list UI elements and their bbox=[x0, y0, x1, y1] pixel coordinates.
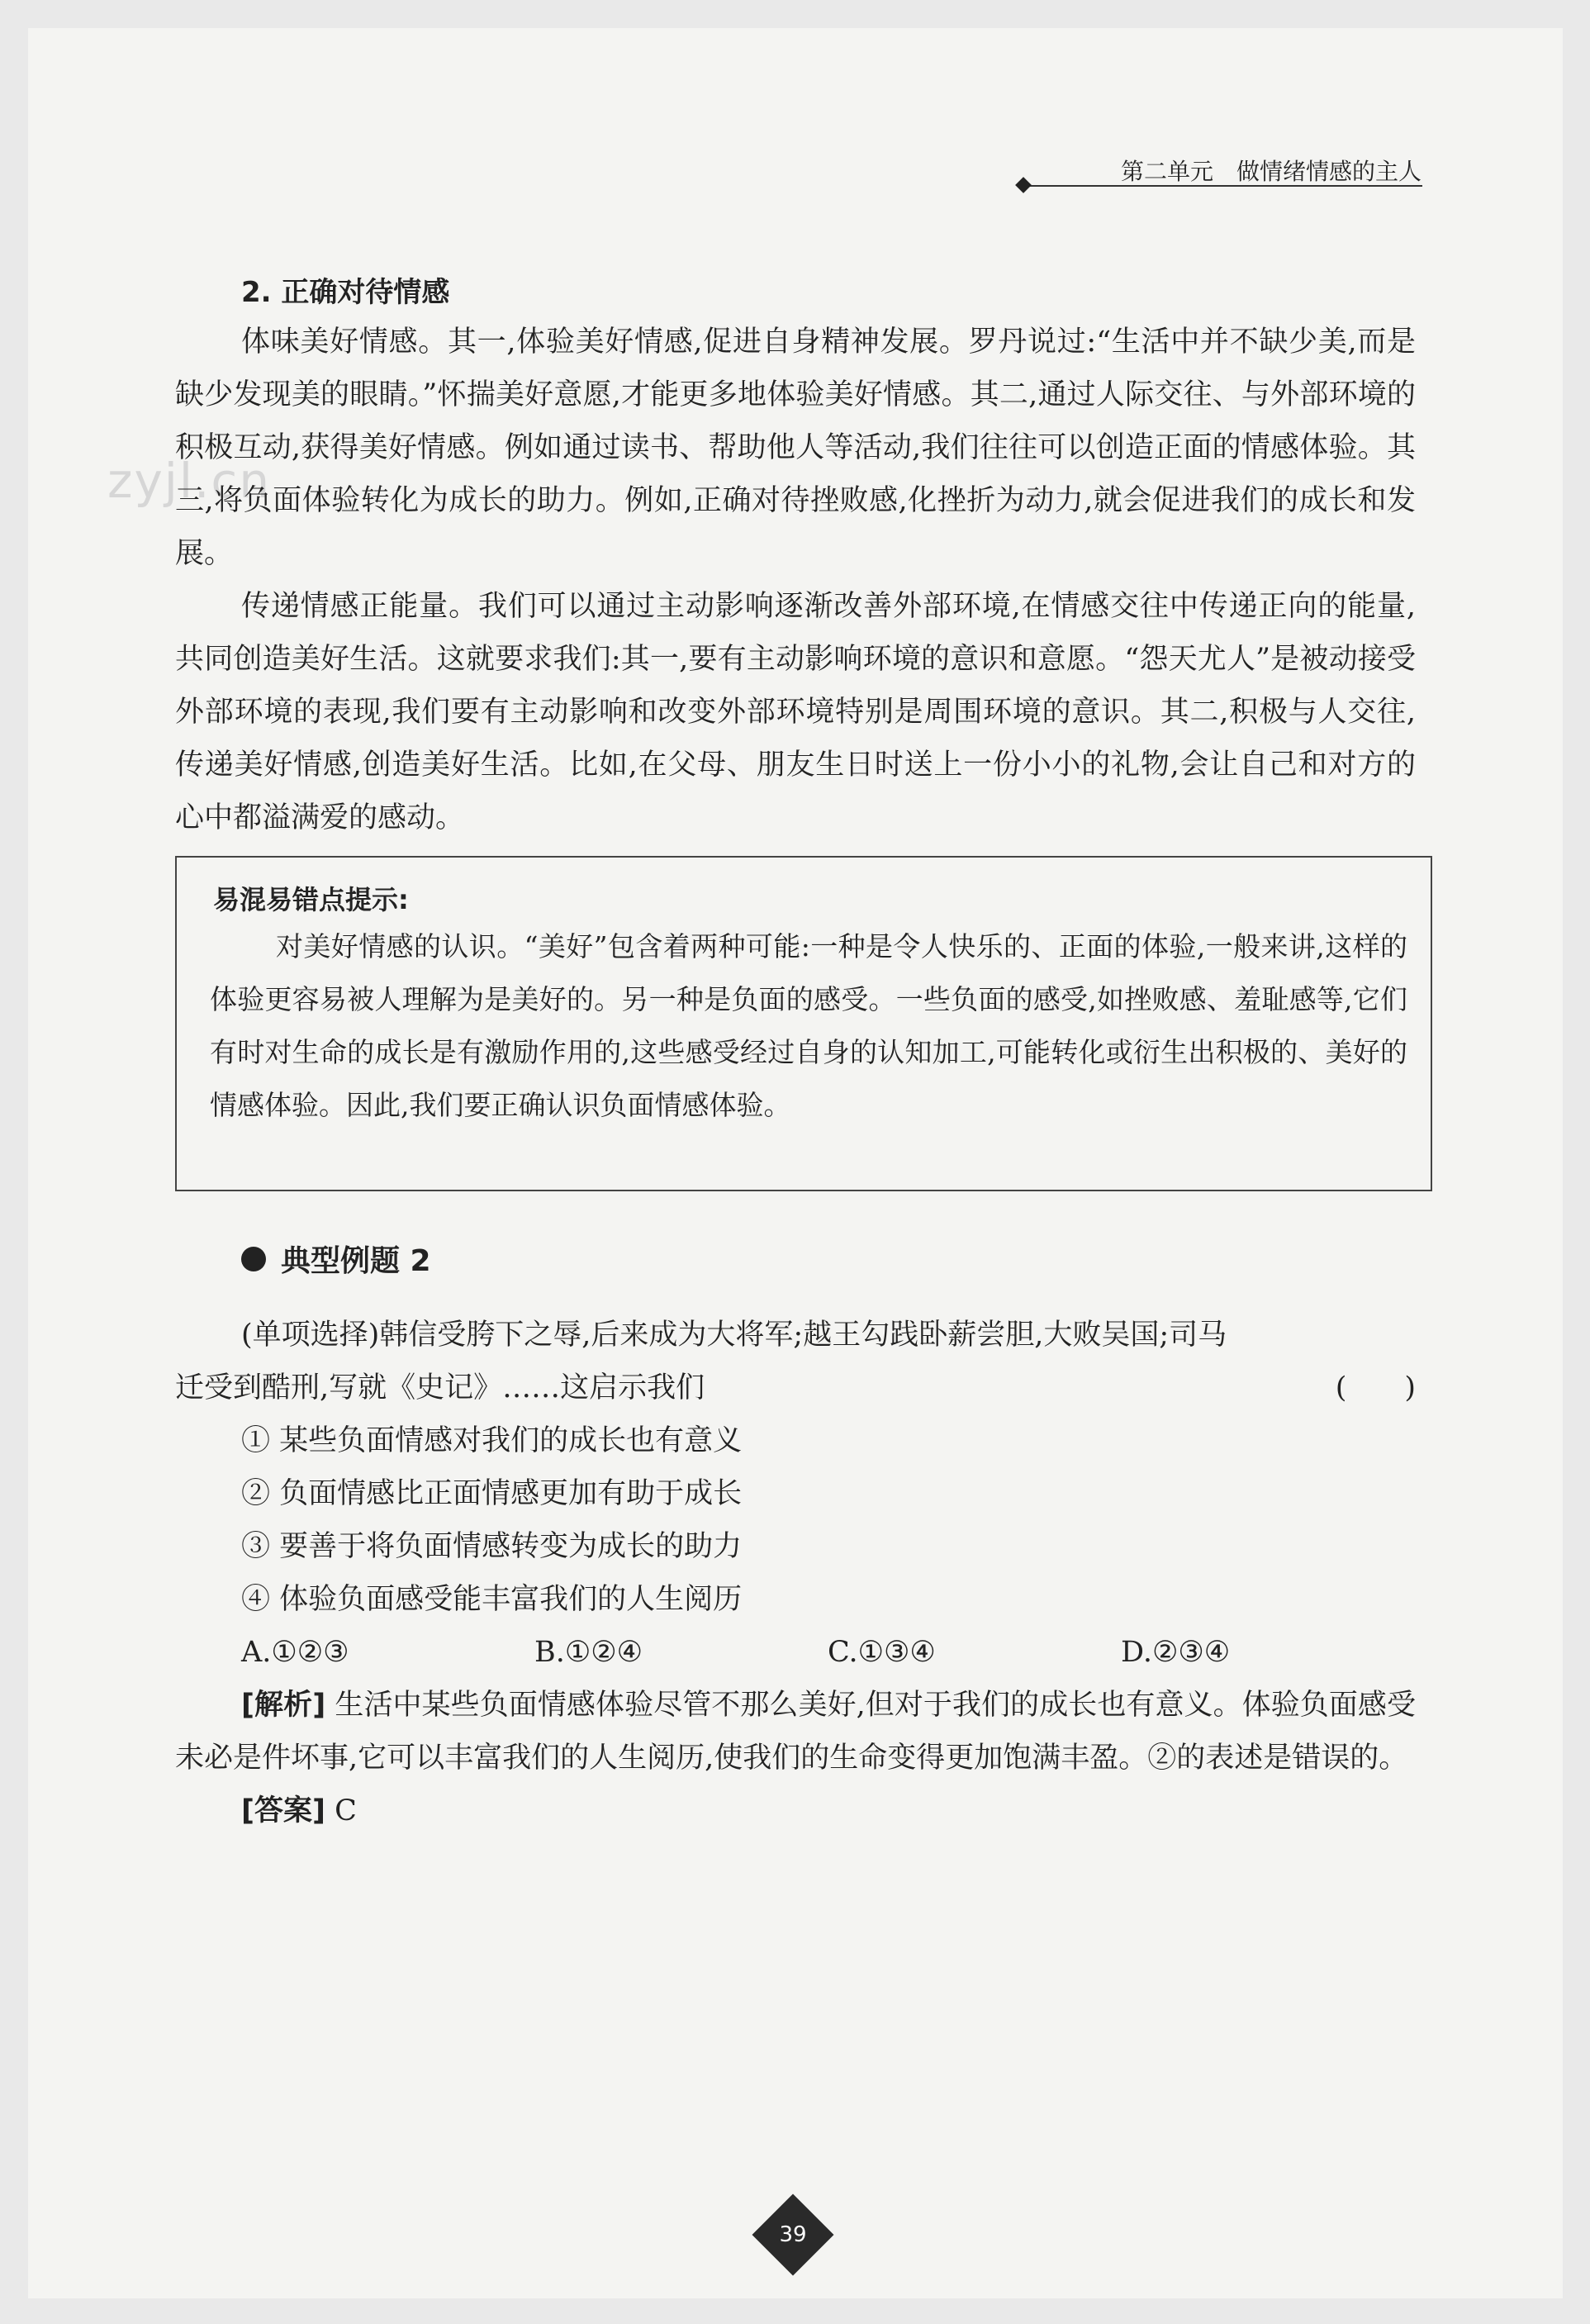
question-stem-line-1: (单项选择)韩信受胯下之辱,后来成为大将军;越王勾践卧薪尝胆,大败吴国;司马 bbox=[241, 1319, 1227, 1352]
paragraph-1: 体味美好情感。其一,体验美好情感,促进自身精神发展。罗丹说过:“生活中并不缺少美,而是缺少发现美的眼睛。”怀揣美好意愿,才能更多地体验美好情感。其二,通过人际交往、与外部环境的积极互动,获得美好情感。例如通过读书、帮助他人等活动,我们往往可以创造正面的情感体验。其三,将负面体验转化为成长的助力。例如,正确对待挫败感,化挫折为动力,就会促进我们的成长和发展。 bbox=[175, 326, 1416, 570]
header-rule bbox=[1026, 185, 1422, 187]
choice-d: D.②③④ bbox=[1121, 1636, 1231, 1669]
question bbox=[175, 1309, 1416, 1837]
section-title: 2. 正确对待情感 bbox=[241, 276, 450, 309]
option-1: ① 某些负面情感对我们的成长也有意义 bbox=[241, 1424, 743, 1457]
choices bbox=[175, 1626, 1416, 1679]
option-3: ③ 要善于将负面情感转变为成长的助力 bbox=[241, 1530, 743, 1563]
analysis bbox=[175, 1679, 1416, 1785]
answer-paren: ( ) bbox=[1335, 1371, 1416, 1404]
choice-b: B.①②④ bbox=[534, 1636, 643, 1669]
paragraph-2: 传递情感正能量。我们可以通过主动影响逐渐改善外部环境,在情感交往中传递正向的能量,共同创造美好生活。这就要求我们:其一,要有主动影响环境的意识和意愿。“怨天尤人”是被动接受外部环境的表现,我们要有主动影响和改变外部环境特别是周围环境的意识。其二,积极与人交往,传递美好情感,创造美好生活。比如,在父母、朋友生日时送上一份小小的礼物,会让自己和对方的心中都溢满爱的感动。 bbox=[175, 590, 1416, 834]
option-2: ② 负面情感比正面情感更加有助于成长 bbox=[241, 1477, 743, 1510]
analysis-text: 生活中某些负面情感体验尽管不那么美好,但对于我们的成长也有意义。体验负面感受未必是件坏事,它可以丰富我们的人生阅历,使我们的生命变得更加饱满丰盈。②的表述是错误的。 bbox=[175, 1689, 1416, 1775]
choice-a: A.①②③ bbox=[241, 1636, 349, 1669]
answer-text: C bbox=[335, 1794, 357, 1827]
tip-title: 易混易错点提示: bbox=[213, 884, 409, 915]
running-header: 第二单元 做情绪情感的主人 bbox=[1120, 158, 1422, 185]
page-number: 39 bbox=[779, 2222, 807, 2247]
tip-box bbox=[175, 856, 1432, 1191]
answer-label: [答案] bbox=[241, 1794, 325, 1827]
bullet-icon bbox=[241, 1247, 266, 1271]
question-stem-line-2-text: 迁受到酷刑,写就《史记》……这启示我们 bbox=[175, 1371, 705, 1404]
option-4: ④ 体验负面感受能丰富我们的人生阅历 bbox=[241, 1583, 743, 1616]
example-title-text: 典型例题 2 bbox=[281, 1244, 431, 1278]
tip-body: 对美好情感的认识。“美好”包含着两种可能:一种是令人快乐的、正面的体验,一般来讲,这样的体验更容易被人理解为是美好的。另一种是负面的感受。一些负面的感受,如挫败感、羞耻感等,它们有时对生命的成长是有激励作用的,这些感受经过自身的认知加工,可能转化或衍生出积极的、美好的情感体验。因此,我们要正确认识负面情感体验。 bbox=[210, 930, 1407, 1121]
example-title bbox=[241, 1238, 431, 1280]
choice-c: C.①③④ bbox=[828, 1636, 936, 1669]
watermark: zyjl.cn bbox=[107, 453, 272, 509]
question-stem-line-2 bbox=[175, 1362, 1416, 1414]
section-body bbox=[175, 316, 1416, 844]
analysis-label: [解析] bbox=[241, 1689, 326, 1722]
answer bbox=[175, 1785, 1416, 1837]
